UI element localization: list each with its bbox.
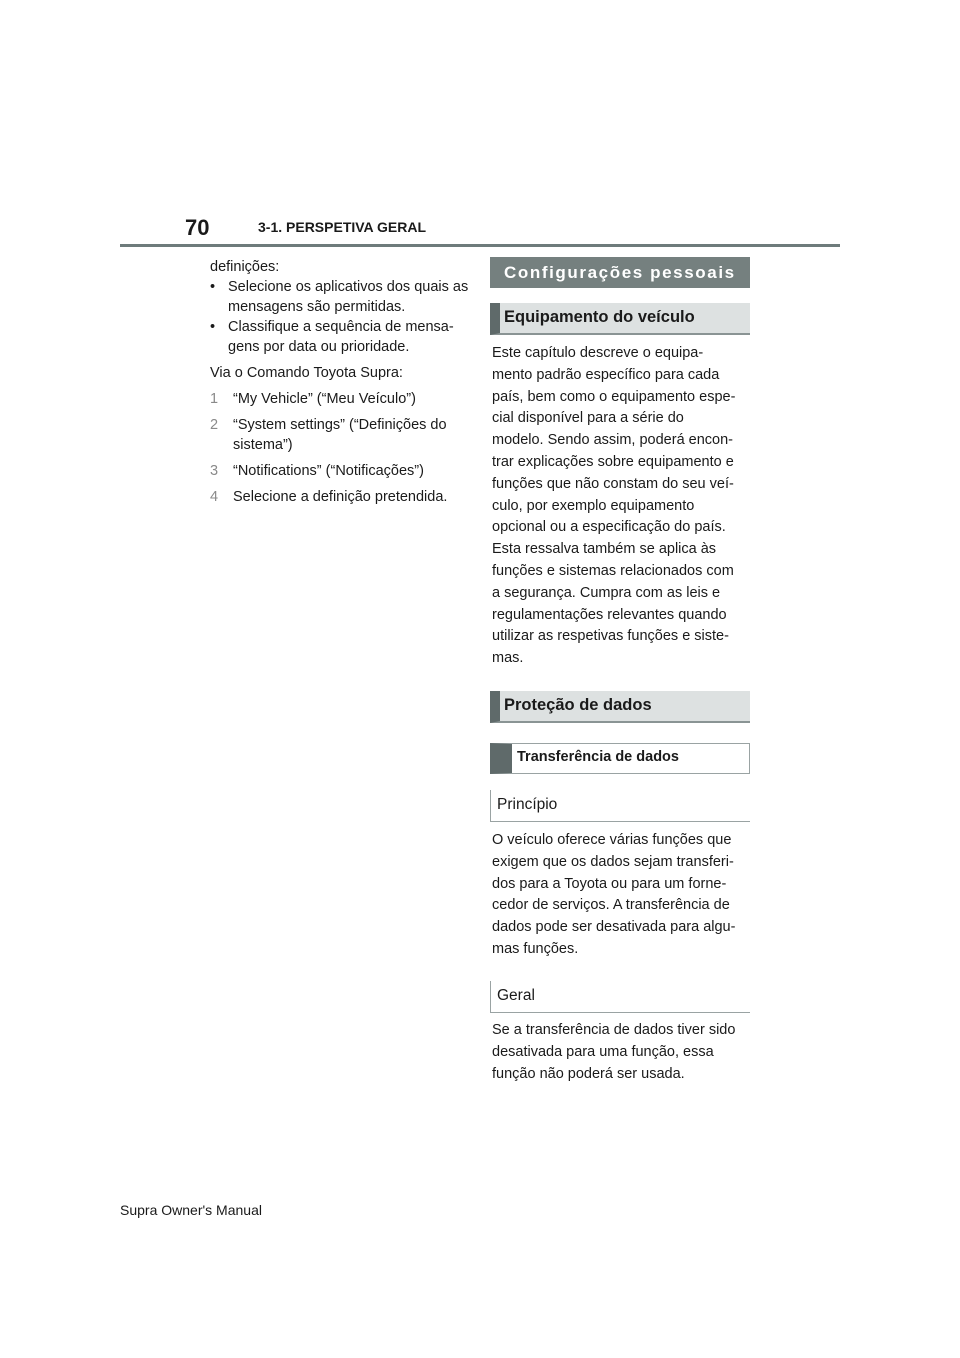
bullet-text: Classifique a sequência de mensa-gens por data ou prioridade.	[228, 319, 454, 355]
text-line: opcional ou a especificação do país.	[492, 519, 726, 536]
general-paragraph	[492, 1020, 750, 1085]
intro-text: definições:	[210, 259, 280, 275]
step-item	[210, 487, 470, 507]
page-number: 70	[185, 215, 210, 240]
header-divider	[120, 244, 840, 247]
text-line: a segurança. Cumpra com as leis e	[492, 584, 721, 601]
via-text: Via o Comando Toyota Supra:	[210, 365, 403, 381]
text-line: modelo. Sendo assim, poderá encon-	[492, 432, 734, 449]
text-line: Esta ressalva também se aplica às	[492, 541, 717, 558]
section-heading: 3-1. PERSPETIVA GERAL	[258, 219, 427, 235]
text-line: mas.	[492, 650, 524, 667]
step-number: 3	[210, 463, 219, 479]
bullet-item	[210, 317, 470, 357]
equipment-heading: Equipamento do veículo	[490, 303, 750, 335]
step-text: “System settings” (“Definições do sistema”)	[233, 417, 447, 453]
text-line: dos para a Toyota ou para um forne-	[492, 875, 727, 892]
step-text: “My Vehicle” (“Meu Veículo”)	[233, 391, 416, 407]
text-line: funções e sistemas relacionados com	[492, 562, 734, 579]
bullet-icon: •	[210, 319, 216, 335]
equipment-paragraph	[492, 343, 750, 670]
text-line: desativada para uma função, essa	[492, 1043, 714, 1060]
step-item	[210, 461, 470, 481]
text-line: O veículo oferece várias funções que	[492, 832, 732, 848]
text-line: cial disponível para a série do	[492, 410, 684, 427]
text-line: trar explicações sobre equipamento e	[492, 453, 734, 470]
data-transfer-heading: Transferência de dados	[490, 743, 750, 774]
principle-heading: Princípio	[490, 790, 750, 822]
text-line: funções que não constam do seu veí-	[492, 475, 734, 492]
footer-manual-title: Supra Owner's Manual	[120, 1202, 262, 1218]
bullet-icon: •	[210, 279, 216, 295]
chapter-banner: Configurações pessoais	[490, 257, 750, 288]
principle-paragraph	[492, 830, 750, 961]
text-line: regulamentações relevantes quando	[492, 606, 727, 623]
step-text: Selecione a definição pretendida.	[233, 489, 448, 505]
text-line: função não poderá ser usada.	[492, 1065, 685, 1082]
text-line: utilizar as respetivas funções e siste-	[492, 628, 729, 645]
text-line: mento padrão específico para cada	[492, 366, 720, 383]
bullet-item	[210, 277, 470, 317]
text-line: cedor de serviços. A transferência de	[492, 897, 730, 914]
text-line: país, bem como o equipamento espe-	[492, 388, 736, 405]
step-number: 4	[210, 489, 219, 505]
step-number: 2	[210, 417, 219, 433]
text-line: Este capítulo descreve o equipa-	[492, 345, 704, 361]
left-column	[210, 257, 470, 507]
step-text: “Notifications” (“Notificações”)	[233, 463, 424, 479]
text-line: exigem que os dados sejam transferi-	[492, 853, 734, 870]
step-item	[210, 415, 470, 455]
data-protection-heading: Proteção de dados	[490, 691, 750, 723]
bullet-text: Selecione os aplicativos dos quais as mensagens são permitidas.	[228, 279, 469, 315]
text-line: mas funções.	[492, 940, 579, 957]
step-item	[210, 389, 470, 409]
general-heading: Geral	[490, 981, 750, 1013]
text-line: dados pode ser desativada para algu-	[492, 919, 736, 936]
text-line: culo, por exemplo equipamento	[492, 497, 695, 514]
text-line: Se a transferência de dados tiver sido	[492, 1022, 736, 1038]
step-number: 1	[210, 391, 219, 407]
